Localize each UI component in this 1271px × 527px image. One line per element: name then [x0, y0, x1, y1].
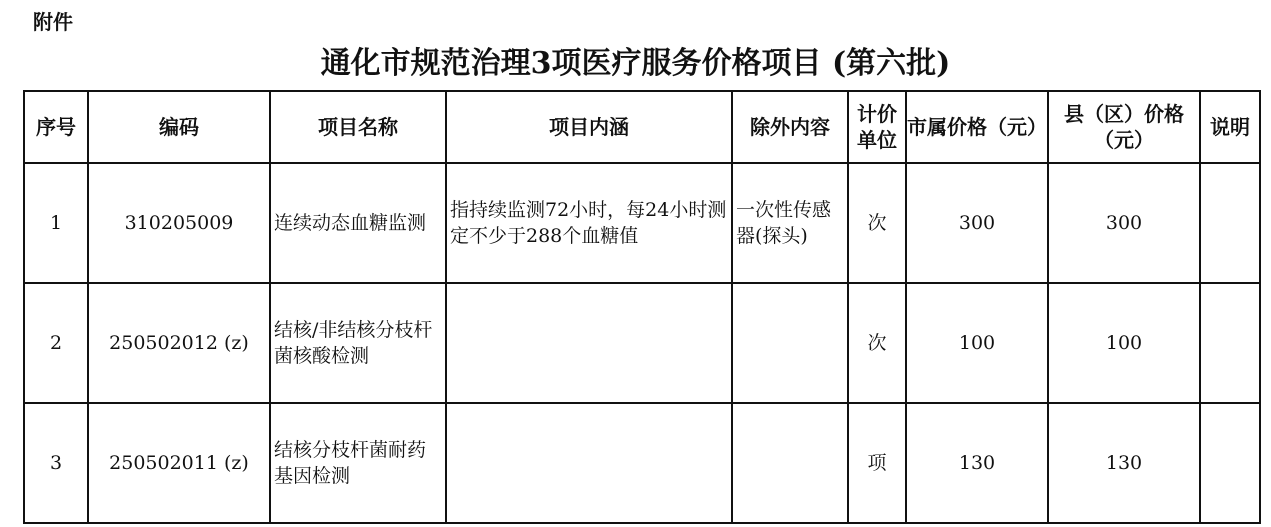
document-title: 通化市规范治理3项医疗服务价格项目 (第六批): [320, 46, 951, 81]
cell-excluded: [732, 283, 848, 403]
cell-name: 结核分枝杆菌耐药基因检测: [270, 403, 446, 523]
cell-seq: 3: [24, 403, 88, 523]
cell-seq: 1: [24, 163, 88, 283]
cell-note: [1200, 163, 1260, 283]
header-city-price: 市属价格（元）: [906, 91, 1048, 163]
cell-seq: 2: [24, 283, 88, 403]
cell-excluded: [732, 403, 848, 523]
header-seq: 序号: [24, 91, 88, 163]
cell-name: 结核/非结核分枝杆菌核酸检测: [270, 283, 446, 403]
cell-content: [446, 403, 732, 523]
table-header-row: [24, 91, 1260, 163]
cell-county-price: 130: [1048, 403, 1200, 523]
cell-city-price: 300: [906, 163, 1048, 283]
header-content: 项目内涵: [446, 91, 732, 163]
header-code: 编码: [88, 91, 270, 163]
attachment-label: 附件: [33, 10, 73, 34]
header-county-price: 县（区）价格（元）: [1048, 91, 1200, 163]
table-row: [24, 283, 1260, 403]
cell-note: [1200, 283, 1260, 403]
header-name: 项目名称: [270, 91, 446, 163]
cell-city-price: 100: [906, 283, 1048, 403]
cell-code: 250502011 (z): [88, 403, 270, 523]
cell-code: 250502012 (z): [88, 283, 270, 403]
cell-city-price: 130: [906, 403, 1048, 523]
header-note: 说明: [1200, 91, 1260, 163]
header-unit: 计价单位: [848, 91, 906, 163]
cell-note: [1200, 403, 1260, 523]
cell-unit: 次: [848, 283, 906, 403]
cell-code: 310205009: [88, 163, 270, 283]
cell-county-price: 300: [1048, 163, 1200, 283]
cell-county-price: 100: [1048, 283, 1200, 403]
cell-unit: 项: [848, 403, 906, 523]
table-row: [24, 403, 1260, 523]
cell-name: 连续动态血糖监测: [270, 163, 446, 283]
cell-content: [446, 283, 732, 403]
cell-excluded: 一次性传感器(探头): [732, 163, 848, 283]
cell-content: 指持续监测72小时，每24小时测定不少于288个血糖值: [446, 163, 732, 283]
header-excluded: 除外内容: [732, 91, 848, 163]
cell-unit: 次: [848, 163, 906, 283]
price-table: [23, 90, 1261, 524]
table-row: [24, 163, 1260, 283]
